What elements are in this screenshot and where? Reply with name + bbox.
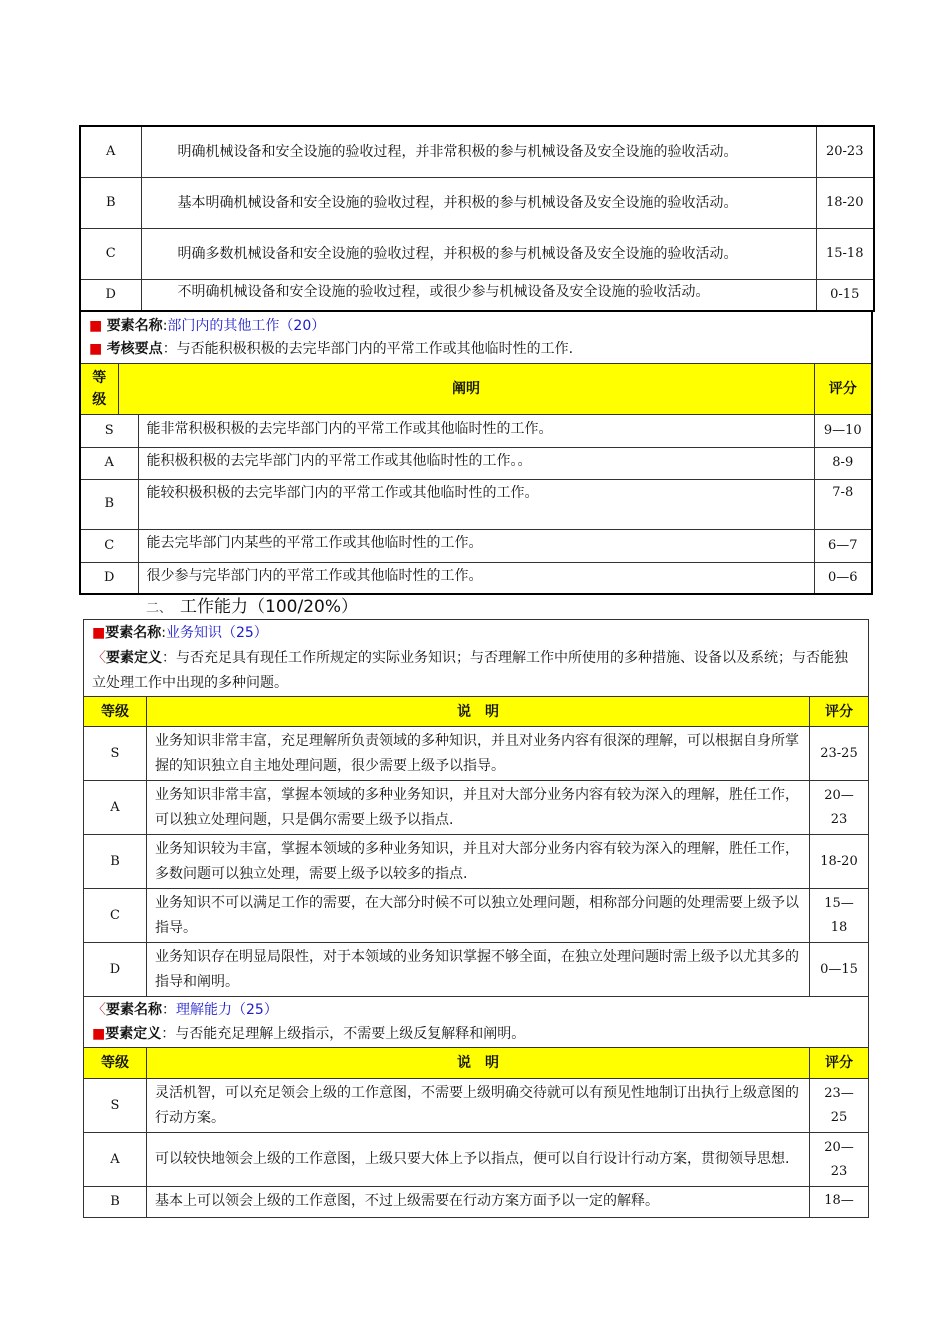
score-cell: 18— <box>810 1187 869 1218</box>
table-row <box>84 835 869 889</box>
grade-cell: A <box>80 447 138 479</box>
bracket-mark: 〈 <box>92 1002 106 1018</box>
table-row <box>80 479 872 529</box>
score-cell: 8-9 <box>814 447 872 479</box>
table-row <box>80 447 872 479</box>
description-cell: 能较积极积极的去完毕部门内的平常工作或其他临时性的工作。 <box>138 479 814 529</box>
red-square-icon: ■ <box>92 625 106 641</box>
table-row <box>80 177 874 228</box>
table-row <box>84 889 869 943</box>
description-cell: 能非常积极积极的去完毕部门内的平常工作或其他临时性的工作。 <box>138 414 814 447</box>
score-cell: 6—7 <box>814 529 872 562</box>
key-point-text: ：与否能积极积极的去完毕部门内的平常工作或其他临时性的工作. <box>162 340 574 357</box>
element-name-value: 业务知识（25） <box>165 625 268 641</box>
description-cell: 基本上可以领会上级的工作意图，不过上级需要在行动方案方面予以一定的解释。 <box>147 1187 810 1218</box>
grade-header: 等级 <box>84 1048 147 1079</box>
description-header: 说 明 <box>147 1048 810 1079</box>
element-name-label: 要素名称 <box>106 1002 162 1018</box>
section-title: 工作能力（100/20%） <box>180 597 358 617</box>
score-cell: 15—18 <box>810 889 869 943</box>
table-row <box>84 1133 869 1187</box>
element-definition-text: ：与否充足具有现任工作所规定的实际业务知识；与否理解工作中所使用的多种措施、设备以及系统；与否能独立处理工作中出现的多种问题。 <box>92 650 848 691</box>
grade-cell: C <box>80 228 141 279</box>
element-header-row <box>84 997 869 1048</box>
element-name-value: 理解能力（25） <box>176 1002 278 1018</box>
other-work-table <box>79 310 873 595</box>
description-cell: 可以较快地领会上级的工作意图，上级只要大体上予以指点，便可以自行设计行动方案，贯彻领导思想. <box>147 1133 810 1187</box>
table-row <box>84 943 869 997</box>
table-row <box>80 279 874 311</box>
description-header: 说 明 <box>147 697 810 727</box>
score-header: 评分 <box>814 363 872 414</box>
element-name-value: 部门内的其他工作（20） <box>167 317 326 334</box>
table-row <box>80 126 874 177</box>
element-header: 〈要素名称：理解能力（25） ■要素定义：与否能充足理解上级指示，不需要上级反复解释和阐明。 <box>84 997 869 1048</box>
red-square-icon: ■ <box>89 340 103 357</box>
section-number: 二、 <box>146 601 173 616</box>
description-cell: 不明确机械设备和安全设施的验收过程，或很少参与机械设备及安全设施的验收活动。 <box>141 279 816 311</box>
score-cell: 18-20 <box>816 177 874 228</box>
grade-header: 等级 <box>84 697 147 727</box>
grade-cell: S <box>80 414 138 447</box>
grade-cell: A <box>80 126 141 177</box>
score-cell: 18-20 <box>810 835 869 889</box>
table-row <box>80 414 872 447</box>
description-cell: 业务知识不可以满足工作的需要，在大部分时候不可以独立处理问题，相称部分问题的处理需要上级予以指导。 <box>147 889 810 943</box>
red-square-icon: ■ <box>92 1026 106 1042</box>
description-cell: 很少参与完毕部门内的平常工作或其他临时性的工作。 <box>138 562 814 594</box>
table-row <box>84 1079 869 1133</box>
score-cell: 0—6 <box>814 562 872 594</box>
element-definition-label: 要素定义 <box>106 650 162 666</box>
score-cell: 0—15 <box>810 943 869 997</box>
score-cell: 23—25 <box>810 1079 869 1133</box>
grade-cell: A <box>84 781 147 835</box>
score-cell: 23-25 <box>810 727 869 781</box>
description-cell: 明确机械设备和安全设施的验收过程，并非常积极的参与机械设备及安全设施的验收活动。 <box>141 126 816 177</box>
element-header: ■ 要素名称:部门内的其他工作（20） ■ 考核要点：与否能积极积极的去完毕部门内的平常工作或其他临时性的工作. <box>80 311 872 363</box>
grade-cell: S <box>84 1079 147 1133</box>
score-cell: 15-18 <box>816 228 874 279</box>
table-row <box>80 562 872 594</box>
grade-cell: B <box>84 835 147 889</box>
score-header: 评分 <box>810 697 869 727</box>
table-row <box>84 727 869 781</box>
grade-cell: B <box>80 479 138 529</box>
table-row <box>84 1187 869 1218</box>
grade-cell: S <box>84 727 147 781</box>
key-point-label: 考核要点 <box>106 340 163 357</box>
element-name-label: 要素名称 <box>106 317 163 334</box>
score-cell: 0-15 <box>816 279 874 311</box>
score-cell: 7-8 <box>814 479 872 529</box>
section-heading <box>146 595 358 619</box>
bracket-mark: 〈 <box>92 650 106 666</box>
description-cell: 明确多数机械设备和安全设施的验收过程，并积极的参与机械设备及安全设施的验收活动。 <box>141 228 816 279</box>
red-square-icon: ■ <box>89 317 103 334</box>
description-cell: 业务知识较为丰富，掌握本领域的多种业务知识，并且对大部分业务内容有较为深入的理解，胜任工作，多数问题可以独立处理，需要上级予以较多的指点. <box>147 835 810 889</box>
score-cell: 20—23 <box>810 1133 869 1187</box>
table-header-row <box>84 697 869 727</box>
element-definition-label: 要素定义 <box>105 1026 162 1042</box>
score-cell: 9—10 <box>814 414 872 447</box>
element-header-row <box>84 620 869 697</box>
grade-cell: C <box>80 529 138 562</box>
element-header-row <box>80 311 872 363</box>
element-header: ■要素名称:业务知识（25） 〈要素定义：与否充足具有现任工作所规定的实际业务知识；与否理解工作中所使用的多种措施、设备以及系统；与否能独立处理工作中出现的多种问题。 <box>84 620 869 697</box>
description-cell: 业务知识非常丰富，掌握本领域的多种业务知识，并且对大部分业务内容有较为深入的理解，胜任工作，可以独立处理问题，只是偶尔需要上级予以指点. <box>147 781 810 835</box>
grade-cell: B <box>80 177 141 228</box>
score-cell: 20-23 <box>816 126 874 177</box>
table-row <box>80 228 874 279</box>
grade-header: 等级 <box>80 363 118 414</box>
table-header-row <box>84 1048 869 1079</box>
score-header: 评分 <box>810 1048 869 1079</box>
score-cell: 20—23 <box>810 781 869 835</box>
grade-cell: D <box>80 562 138 594</box>
table-header-row <box>80 363 872 414</box>
acceptance-grade-table <box>79 125 875 312</box>
grade-cell: B <box>84 1187 147 1218</box>
table-row <box>84 781 869 835</box>
description-cell: 业务知识存在明显局限性，对于本领域的业务知识掌握不够全面，在独立处理问题时需上级予以尤其多的指导和阐明。 <box>147 943 810 997</box>
description-header: 阐明 <box>118 363 814 414</box>
description-cell: 能积极积极的去完毕部门内的平常工作或其他临时性的工作。。 <box>138 447 814 479</box>
business-knowledge-table <box>83 619 869 1218</box>
grade-cell: D <box>84 943 147 997</box>
element-definition-text: ：与否能充足理解上级指示，不需要上级反复解释和阐明。 <box>161 1026 526 1042</box>
element-name-label: 要素名称 <box>105 625 162 641</box>
description-cell: 业务知识非常丰富，充足理解所负责领域的多种知识，并且对业务内容有很深的理解，可以根据自身所掌握的知识独立自主地处理问题，很少需要上级予以指导。 <box>147 727 810 781</box>
grade-cell: A <box>84 1133 147 1187</box>
description-cell: 基本明确机械设备和安全设施的验收过程，并积极的参与机械设备及安全设施的验收活动。 <box>141 177 816 228</box>
grade-cell: D <box>80 279 141 311</box>
description-cell: 灵活机智，可以充足领会上级的工作意图，不需要上级明确交待就可以有预见性地制订出执行上级意图的行动方案。 <box>147 1079 810 1133</box>
grade-cell: C <box>84 889 147 943</box>
table-row <box>80 529 872 562</box>
description-cell: 能去完毕部门内某些的平常工作或其他临时性的工作。 <box>138 529 814 562</box>
